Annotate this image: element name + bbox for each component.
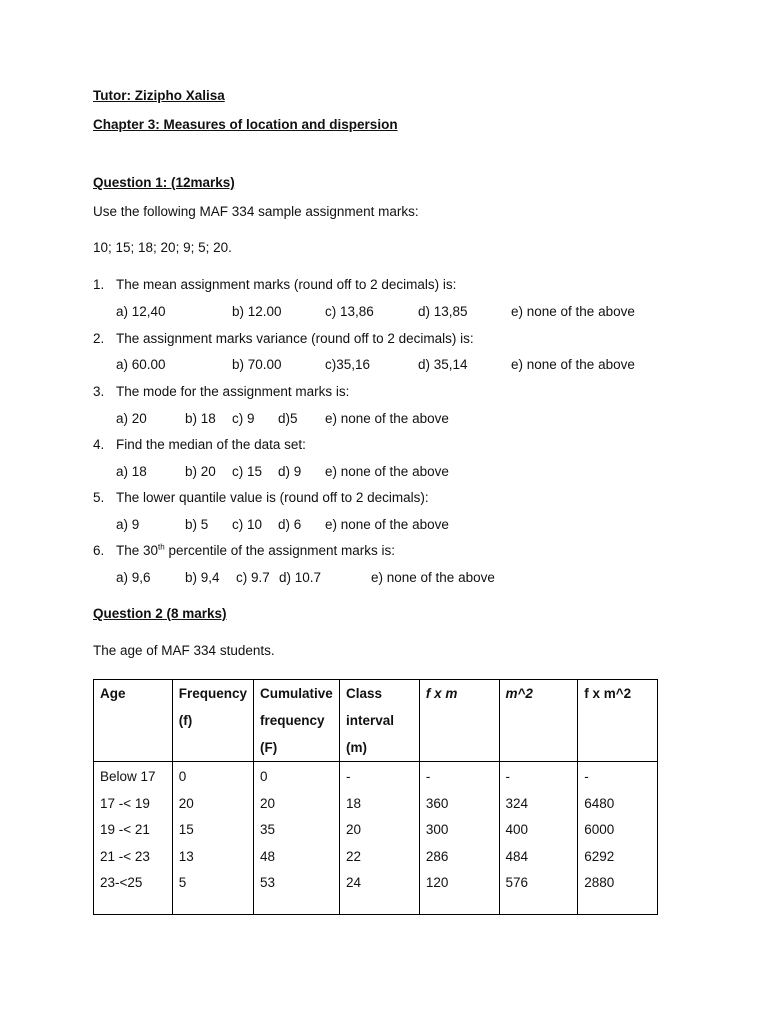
table-cell: 286: [419, 844, 499, 871]
item-text: The 30th percentile of the assignment marks is:: [116, 542, 396, 558]
table-cell: 20: [172, 791, 253, 818]
options-row: [116, 517, 676, 535]
table-cell: -: [340, 762, 420, 791]
table-cell: 35: [254, 817, 340, 844]
table-row: [94, 844, 658, 871]
table-cell: 2880: [578, 870, 658, 915]
option-b: b) 9,4: [185, 570, 220, 585]
table-header-row: [94, 680, 658, 762]
table-cell: 23-<25: [94, 870, 173, 915]
option-d: d) 6: [278, 517, 302, 532]
item-text: The mode for the assignment marks is:: [116, 384, 350, 399]
option-c: c) 13,86: [325, 304, 374, 319]
option-e: e) none of the above: [325, 411, 449, 426]
option-d: d)5: [278, 411, 298, 426]
option-c: c) 9: [232, 411, 255, 426]
option-d: d) 10.7: [279, 570, 322, 585]
table-cell: 17 -< 19: [94, 791, 173, 818]
header-f-x-m-squared: f x m^2: [578, 680, 658, 762]
table-cell: 18: [340, 791, 420, 818]
table-cell: 13: [172, 844, 253, 871]
option-a: a) 9: [116, 517, 140, 532]
question-item-6: [93, 542, 396, 558]
option-e: e) none of the above: [371, 570, 495, 585]
item-number: 5.: [93, 490, 105, 505]
question-2-intro: The age of MAF 334 students.: [93, 643, 275, 658]
options-row: [116, 464, 676, 482]
table-cell: 0: [254, 762, 340, 791]
option-b: b) 5: [185, 517, 209, 532]
table-cell: 15: [172, 817, 253, 844]
options-row: [116, 570, 676, 588]
table-cell: 6292: [578, 844, 658, 871]
item-text: Find the median of the data set:: [116, 437, 306, 452]
table-row: [94, 791, 658, 818]
question-item-5: [93, 490, 429, 505]
header-m-squared: m^2: [499, 680, 578, 762]
options-row: [116, 304, 676, 322]
option-e: e) none of the above: [511, 304, 635, 319]
question-item-4: [93, 437, 306, 452]
option-a: a) 12,40: [116, 304, 166, 319]
table-cell: 19 -< 21: [94, 817, 173, 844]
item-number: 1.: [93, 277, 105, 292]
table-cell: 0: [172, 762, 253, 791]
header-age: Age: [94, 680, 173, 762]
item-text: The lower quantile value is (round off to 2 decimals):: [116, 490, 429, 505]
table-cell: Below 17: [94, 762, 173, 791]
option-e: e) none of the above: [325, 517, 449, 532]
table-cell: -: [419, 762, 499, 791]
question-item-3: [93, 384, 350, 399]
table-cell: -: [578, 762, 658, 791]
table-row: [94, 817, 658, 844]
table-cell: 324: [499, 791, 578, 818]
table-cell: 22: [340, 844, 420, 871]
table-cell: 6480: [578, 791, 658, 818]
option-a: a) 9,6: [116, 570, 151, 585]
table-cell: 120: [419, 870, 499, 915]
option-c: c) 15: [232, 464, 263, 479]
table-cell: 360: [419, 791, 499, 818]
item-text: The mean assignment marks (round off to 2 decimals) is:: [116, 277, 457, 292]
chapter-title: Chapter 3: Measures of location and dispersion: [93, 117, 398, 132]
question-item-1: [93, 277, 457, 292]
header-f-x-m: f x m: [419, 680, 499, 762]
option-d: d) 13,85: [418, 304, 468, 319]
table-row: [94, 762, 658, 791]
table-cell: 300: [419, 817, 499, 844]
table-cell: 24: [340, 870, 420, 915]
header-class-interval: Class interval (m): [340, 680, 420, 762]
header-frequency: Frequency (f): [172, 680, 253, 762]
header-cumulative-frequency: Cumulative frequency (F): [254, 680, 340, 762]
option-b: b) 20: [185, 464, 216, 479]
question-1-heading: Question 1: (12marks): [93, 175, 235, 190]
item-number: 2.: [93, 331, 105, 346]
table-cell: 53: [254, 870, 340, 915]
tutor-name: Tutor: Zizipho Xalisa: [93, 88, 225, 103]
table-cell: 400: [499, 817, 578, 844]
question-2-heading: Question 2 (8 marks): [93, 606, 227, 621]
table-cell: 21 -< 23: [94, 844, 173, 871]
option-e: e) none of the above: [325, 464, 449, 479]
table-cell: 20: [254, 791, 340, 818]
option-a: a) 60.00: [116, 357, 166, 372]
option-a: a) 18: [116, 464, 147, 479]
item-text: The assignment marks variance (round off to 2 decimals) is:: [116, 331, 474, 346]
item-number: 6.: [93, 543, 105, 558]
option-c: c) 10: [232, 517, 263, 532]
option-e: e) none of the above: [511, 357, 635, 372]
age-frequency-table: [93, 679, 658, 915]
question-1-intro: Use the following MAF 334 sample assignment marks:: [93, 204, 419, 219]
option-b: b) 12.00: [232, 304, 282, 319]
question-1-data: 10; 15; 18; 20; 9; 5; 20.: [93, 240, 232, 255]
table-cell: -: [499, 762, 578, 791]
option-c: c) 9.7: [236, 570, 270, 585]
question-item-2: [93, 331, 474, 346]
table-cell: 576: [499, 870, 578, 915]
table-cell: 6000: [578, 817, 658, 844]
option-c: c)35,16: [325, 357, 371, 372]
option-b: b) 70.00: [232, 357, 282, 372]
item-number: 3.: [93, 384, 105, 399]
options-row: [116, 411, 676, 429]
option-a: a) 20: [116, 411, 147, 426]
option-d: d) 35,14: [418, 357, 468, 372]
options-row: [116, 357, 676, 375]
table-cell: 48: [254, 844, 340, 871]
table-cell: 5: [172, 870, 253, 915]
option-d: d) 9: [278, 464, 302, 479]
table-cell: 20: [340, 817, 420, 844]
option-b: b) 18: [185, 411, 216, 426]
table-cell: 484: [499, 844, 578, 871]
table-row: [94, 870, 658, 915]
item-number: 4.: [93, 437, 105, 452]
